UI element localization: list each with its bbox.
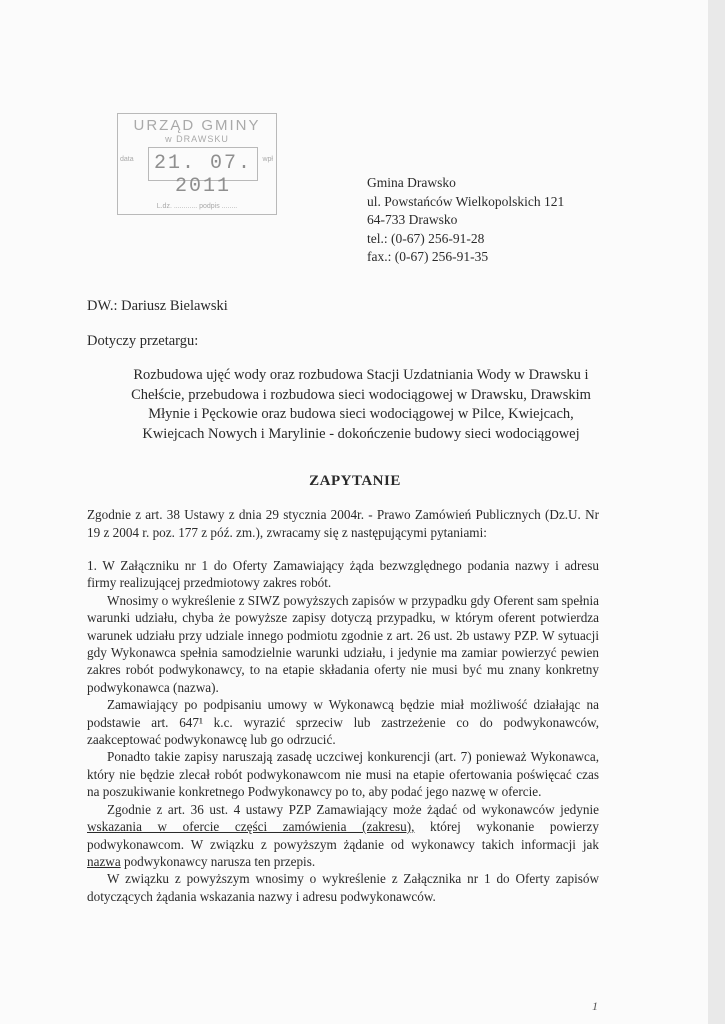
document-title: ZAPYTANIE [309,473,401,489]
subject-line: Rozbudowa ujęć wody oraz rozbudowa Stacji Uzdatniania Wody w Drawsku i [133,367,589,383]
paragraph [87,801,599,871]
paragraph: Ponadto takie zapisy naruszają zasadę uczciwej konkurencji (art. 7) ponieważ Wykonawca, który nie będzie zlecał robót podwykonawcom nie musi na etapie ofertowania poświęcać czas na poszukiwanie konkretnego Podwykonawcy po to, aby podać jego nazwę w ofercie. [87,749,599,800]
paragraph: Zamawiający po podpisaniu umowy w Wykonawcą będzie miał możliwość działając na podstawie art. 647¹ k.c. wyrazić sprzeciw lub zastrzeżenie co do podwykonawców, zaakceptować podwykonawcę lub go odrzucić. [87,697,599,748]
stamp-right-label: wpł [262,156,273,163]
stamp-left-label: data [120,156,134,163]
address-line: 64-733 Drawsko [367,212,458,228]
paragraph-text: Zgodnie z art. 36 ust. 4 ustawy PZP Zamawiający może żądać od wykonawców jedynie [107,801,599,817]
paragraph: Wnosimy o wykreślenie z SIWZ powyższych zapisów w przypadku gdy Oferent sam spełnia warunki udziału, chyba że powyższe zapisy dotyczą przypadku, w którym oferent potwierdza warunek udziału przy udziale innego podmiotu zgodnie z art. 26 ust. 2b ustawy PZP. W sytuacji gdy Wykonawca spełnia samodzielnie warunki udziału, i jedynie ma zamiar powierzyć pewien zakres robót podwykonawcy, to na etapie składania oferty nie musi być mu znany konkretny podwykonawca (nazwa). [87,592,599,695]
subject-line: Młynie i Pęckowie oraz budowa sieci wodociągowej w Pilce, Kwiejcach, [148,406,574,423]
paragraph-text: podwykonawcy narusza ten przepis. [120,853,316,869]
paragraph: W związku z powyższym wnosimy o wykreślenie z Załącznika nr 1 do Oferty zapisów dotyczących żądania wskazania nazwy i adresu podwykonawców. [87,871,599,904]
address-line: Gmina Drawsko [367,175,456,190]
address-line: tel.: (0-67) 256-91-28 [367,230,485,246]
regarding-label: Dotyczy przetargu: [87,333,199,349]
recipient-address [367,174,564,267]
underlined-text: wskazania w ofercie części zamówienia (zakresu), [87,819,415,835]
document-body [87,557,599,905]
office-stamp [117,113,277,215]
stamp-bottom-label: L.dz. ............ podpis ........ [156,203,238,210]
subject-line: Chełście, przebudowa i rozbudowa sieci wodociągowej w Drawsku, Drawskim [131,386,591,403]
page-mark: 1 [592,999,598,1013]
scan-edge [708,0,725,1024]
tender-subject [88,366,634,444]
paragraph-text: której wykonanie powierzy podwykonawcom. W związku z powyższym żądanie od wykonawcy takich informacji jak [87,819,599,852]
stamp-date: 21. 07. 2011 [153,152,252,198]
paragraph: 1. W Załączniku nr 1 do Oferty Zamawiający żąda bezwzględnego podania nazwy i adresu firmy realizującej przedmiotowy zakres robót. [87,558,599,591]
address-line: fax.: (0-67) 256-91-35 [367,249,489,265]
subject-line: Kwiejcach Nowych i Marylinie - dokończenie budowy sieci wodociągowej [142,425,580,442]
intro-paragraph: Zgodnie z art. 38 Ustawy z dnia 29 stycznia 2004r. - Prawo Zamówień Publicznych (Dz.U. Nr 19 z 2004 r. poz. 177 z póź. zm.), zwracamy się z następującymi pytaniami: [87,507,599,540]
address-line: ul. Powstańców Wielkopolskich 121 [367,193,565,209]
stamp-date-box [148,147,258,198]
cc-line: DW.: Dariusz Bielawski [87,298,228,314]
stamp-place: w DRAWSKU [165,134,229,144]
underlined-text: nazwa [87,853,121,869]
stamp-title: URZĄD GMINY [133,117,261,134]
